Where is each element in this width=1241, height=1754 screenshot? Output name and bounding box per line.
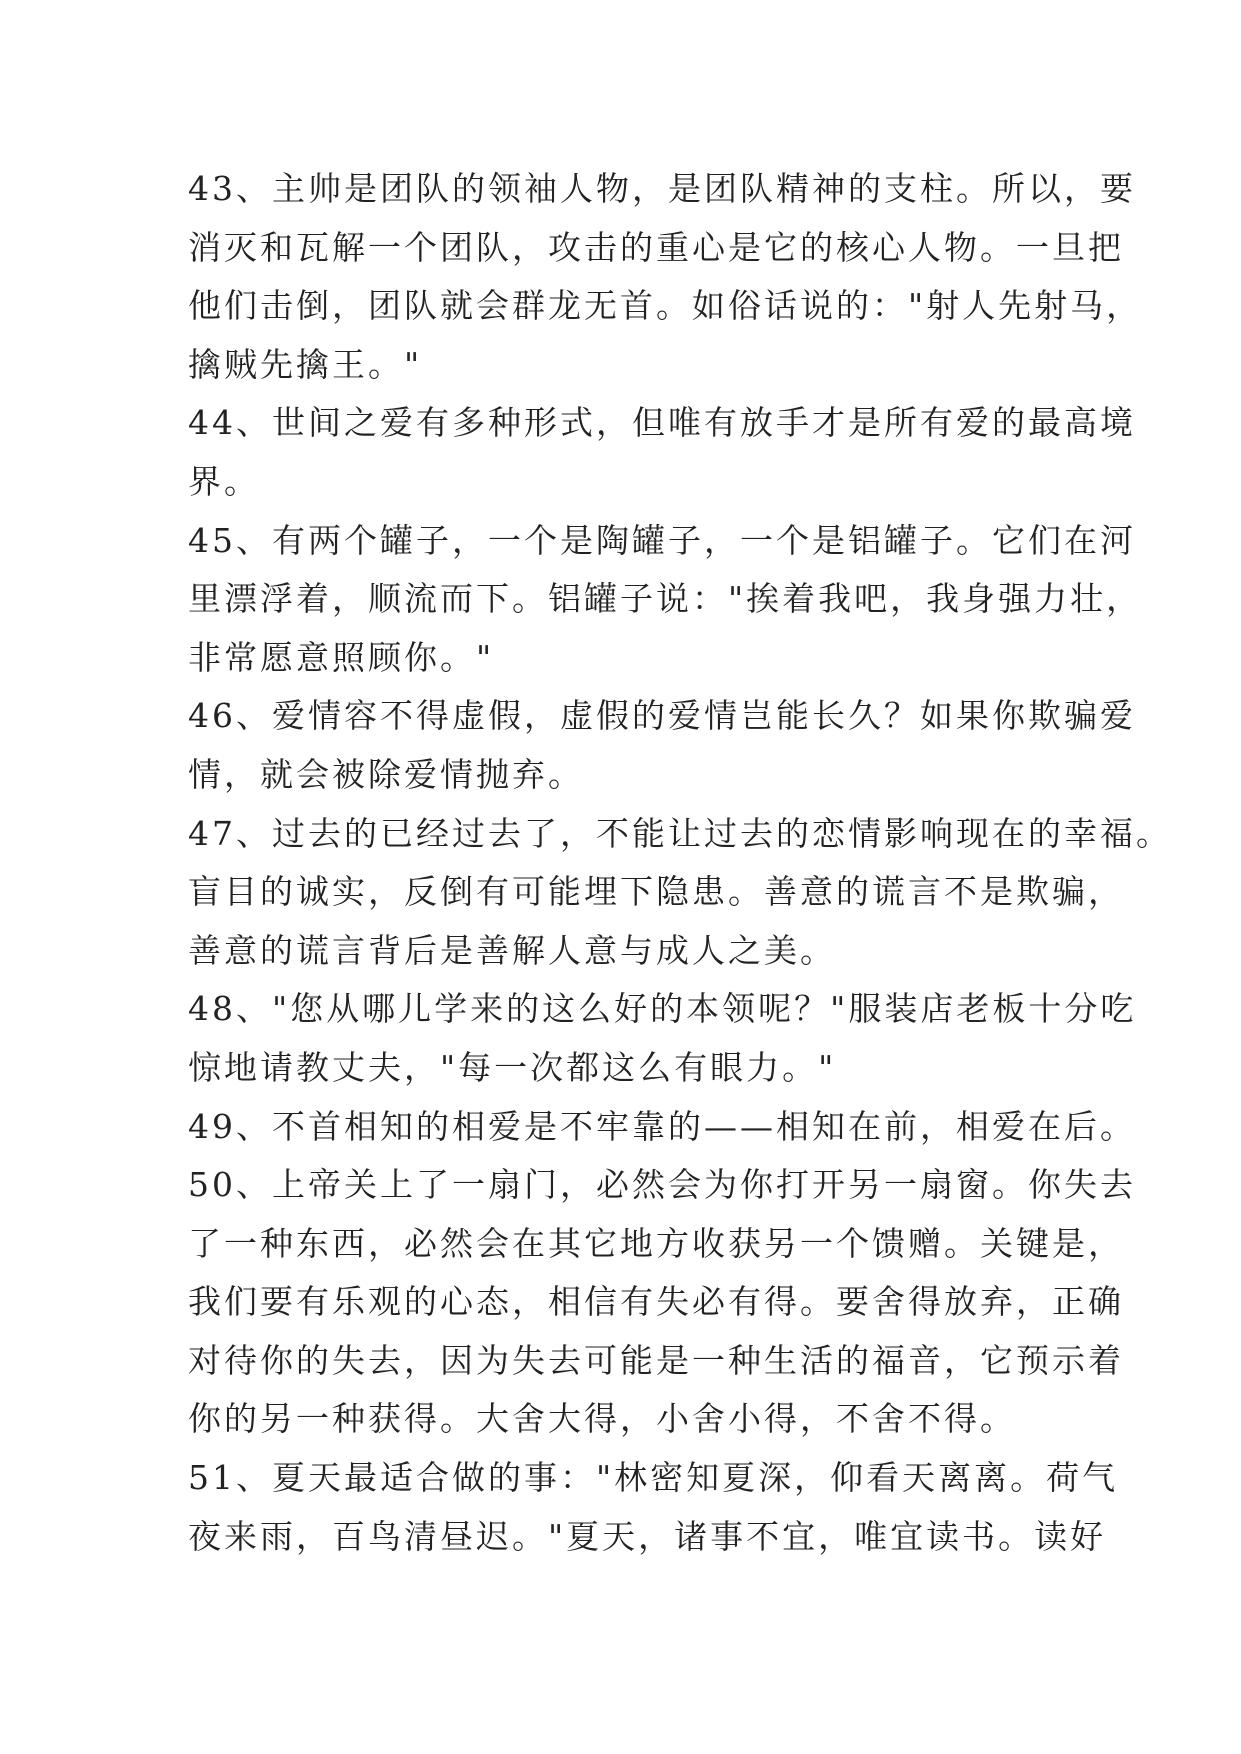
text-line: 非常愿意照顾你。": [188, 637, 495, 677]
text-line: 45、有两个罐子，一个是陶罐子，一个是铝罐子。它们在河: [188, 520, 1136, 560]
text-line: 49、不首相知的相爱是不牢靠的——相知在前，相爱在后。: [188, 1106, 1136, 1146]
text-line: 44、世间之爱有多种形式，但唯有放手才是所有爱的最高境: [188, 403, 1136, 443]
text-line: 界。: [188, 461, 260, 501]
text-line: 消灭和瓦解一个团队，攻击的重心是它的核心人物。一旦把: [188, 227, 1124, 267]
text-line: 我们要有乐观的心态，相信有失必有得。要舍得放弃，正确: [188, 1282, 1124, 1322]
text-line: 盲目的诚实，反倒有可能埋下隐患。善意的谎言不是欺骗，: [188, 872, 1124, 912]
text-line: 夜来雨，百鸟清昼迟。"夏天，诸事不宜，唯宜读书。读好: [188, 1516, 1107, 1556]
text-line: 惊地请教丈夫，"每一次都这么有眼力。": [188, 1047, 837, 1087]
text-line: 你的另一种获得。大舍大得，小舍小得，不舍不得。: [188, 1399, 1016, 1439]
text-line: 擒贼先擒王。": [188, 344, 423, 384]
text-line: 对待你的失去，因为失去可能是一种生活的福音，它预示着: [188, 1340, 1124, 1380]
text-line: 47、过去的已经过去了，不能让过去的恋情影响现在的幸福。: [188, 813, 1172, 853]
text-line: 里漂浮着，顺流而下。铝罐子说："挨着我吧，我身强力壮，: [188, 579, 1143, 619]
text-line: 了一种东西，必然会在其它地方收获另一个馈赠。关键是，: [188, 1223, 1124, 1263]
text-line: 51、夏天最适合做的事："林密知夏深，仰看天离离。荷气: [188, 1458, 1119, 1498]
text-line: 50、上帝关上了一扇门，必然会为你打开另一扇窗。你失去: [188, 1165, 1136, 1205]
text-line: 48、"您从哪儿学来的这么好的本领呢？"服装店老板十分吃: [188, 989, 1137, 1029]
document-body: [188, 160, 1172, 1566]
text-line: 46、爱情容不得虚假，虚假的爱情岂能长久？如果你欺骗爱: [188, 696, 1136, 736]
text-line: 43、主帅是团队的领袖人物，是团队精神的支柱。所以，要: [188, 169, 1136, 208]
text-line: 他们击倒，团队就会群龙无首。如俗话说的："射人先射马，: [188, 286, 1143, 326]
text-line: 情，就会被除爱情抛弃。: [188, 754, 584, 794]
text-line: 善意的谎言背后是善解人意与成人之美。: [188, 930, 836, 970]
